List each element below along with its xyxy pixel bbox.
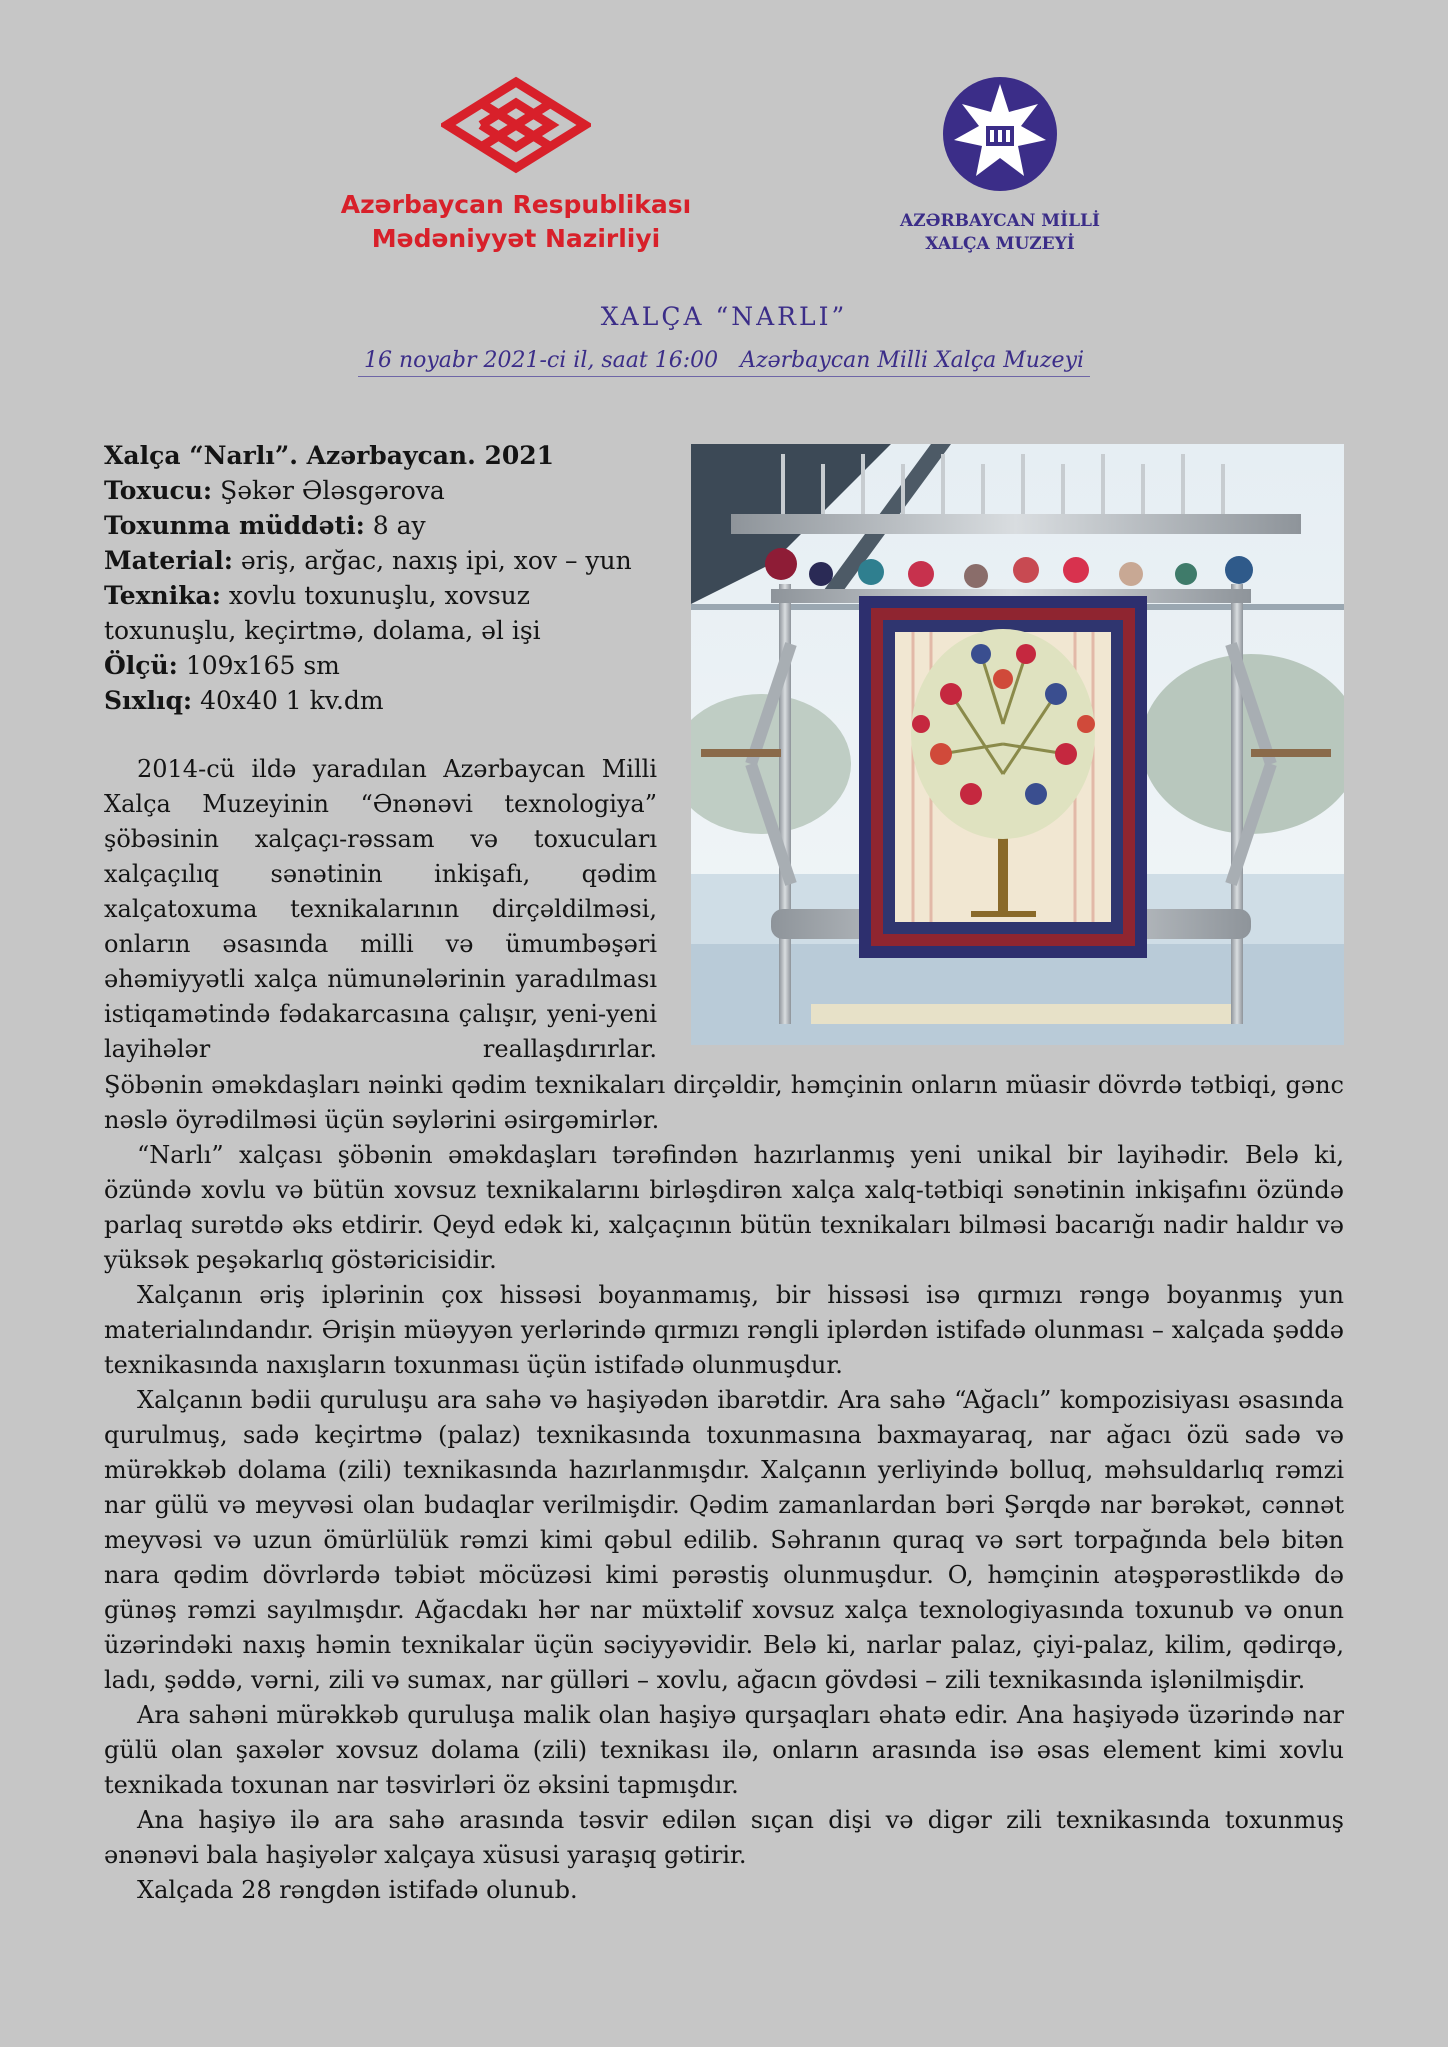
weaver-value: Şəkər Ələsgərova bbox=[220, 476, 445, 505]
subtitle-row bbox=[0, 348, 1448, 377]
paragraph-3: Xalçanın əriş iplərinin çox hissəsi boyanmamış, bir hissəsi isə qırmızı rəngə boyanmış yun materialındandır. Ərişin müəyyən yerlərində qırmızı rəngli iplərdən istifadə olunması – xalçada şəddə texnikasında naxışların toxunması üçün istifadə olunmuşdur. bbox=[104, 1281, 1344, 1379]
ministry-name-line1: Azərbaycan Respublikası bbox=[340, 190, 692, 219]
event-subtitle bbox=[358, 348, 1090, 377]
paragraph-4: Xalçanın bədii quruluşu ara sahə və haşiyədən ibarətdir. Ara sahə “Ağaclı” kompozisiyası əsasında qurulmuş, sadə keçirtmə (palaz) texnikasında toxunmasına baxmayaraq, nar ağacı özü sadə və mürəkkəb dolama (zili) texnikasında hazırlanmışdır. Xalçanın yerliyində bolluq, məhsuldarlıq rəmzi nar gülü və meyvəsi olan budaqlar verilmişdir. Qədim zamanlardan bəri Şərqdə nar bərəkət, cənnət meyvəsi və uzun ömürlülük rəmzi kimi qəbul edilib. Səhranın quraq və sərt torpağında belə bitən nara qədim dövrlərdə təbiət möcüzəsi kimi pərəstiş olunmuşdur. O, həmçinin atəşpərəstlikdə də günəş rəmzi sayılmışdır. Ağacdakı hər nar müxtəlif xovsuz xalça texnologiyasında toxunub və onun üzərindəki naxış həmin texnikalar üçün səciyyəvidir. Belə ki, narlar palaz, çiyi-palaz, kilim, qədirqə, ladı, şəddə, vərni, zili və sumax, nar gülləri – xovlu, ağacın gövdəsi – zili texnikasında işlənilmişdir. bbox=[104, 1386, 1344, 1694]
info-technique bbox=[104, 578, 664, 613]
material-label: Material: bbox=[104, 546, 233, 575]
info-density bbox=[104, 683, 664, 718]
technique-value-1: xovlu toxunuşlu, xovsuz bbox=[228, 581, 530, 610]
museum-name-line1: AZƏRBAYCAN MİLLİ bbox=[900, 211, 1100, 231]
technique-label: Texnika: bbox=[104, 581, 221, 610]
museum-logo bbox=[880, 76, 1120, 256]
info-size bbox=[104, 648, 664, 683]
event-place: Azərbaycan Milli Xalça Muzeyi bbox=[740, 348, 1085, 373]
density-label: Sıxlıq: bbox=[104, 686, 193, 715]
paragraph-2: “Narlı” xalçası şöbənin əməkdaşları tərəfindən hazırlanmış yeni unikal bir layihədir. Belə ki, özündə xovlu və bütün xovsuz texnikalarını birləşdirən xalça xalq-tətbiqi sənətinin inkişafını özündə parlaq surətdə əks etdirir. Qeyd edək ki, xalçaçının bütün texnikaları bilməsi bacarığı nadir haldır və yüksək peşəkarlıq göstəricisidir. bbox=[104, 1141, 1344, 1274]
paragraph-6: Ana haşiyə ilə ara sahə arasında təsvir edilən sıçan dişi və digər zili texnikasında toxunmuş ənənəvi bala haşiyələr xalçaya xüsusi yaraşıq gətirir. bbox=[104, 1806, 1344, 1869]
info-material bbox=[104, 543, 664, 578]
size-value: 109x165 sm bbox=[185, 651, 340, 680]
star-emblem-icon bbox=[942, 76, 1058, 192]
carpet-loom-photo bbox=[691, 444, 1344, 1045]
intro-paragraph bbox=[104, 752, 657, 1067]
duration-value: 8 ay bbox=[372, 511, 426, 540]
size-label: Ölçü: bbox=[104, 651, 178, 680]
knot-emblem-icon bbox=[441, 76, 591, 174]
info-heading: Xalça “Narlı”. Azərbaycan. 2021 bbox=[104, 441, 555, 470]
duration-label: Toxunma müddəti: bbox=[104, 511, 365, 540]
info-technique-cont: toxunuşlu, keçirtmə, dolama, əl işi bbox=[104, 616, 541, 645]
document-title: XALÇA “NARLI” bbox=[600, 302, 848, 331]
event-date: 16 noyabr 2021-ci il, saat 16:00 bbox=[363, 348, 719, 373]
info-duration bbox=[104, 508, 664, 543]
museum-name-line2: XALÇA MUZEYİ bbox=[925, 234, 1075, 254]
density-value: 40x40 1 kv.dm bbox=[200, 686, 384, 715]
paragraph-1-continued: Şöbənin əməkdaşları nəinki qədim texnikaları dirçəldir, həmçinin onların müasir dövrdə tətbiqi, gənc nəslə öyrədilməsi üçün səylərini əsirgəmirlər. bbox=[104, 1071, 1344, 1134]
material-value: əriş, arğac, naxış ipi, xov – yun bbox=[240, 546, 632, 575]
paragraph-1-narrow: 2014-cü ildə yaradılan Azərbaycan Milli Xalça Muzeyinin “Ənənəvi texnologiya” şöbəsinin xalçaçı-rəssam və toxucuları xalçaçılıq sənətinin inkişafı, qədim xalçatoxuma texnikalarının dirçəldilməsi, onların əsasında milli və ümumbəşəri əhəmiyyətli xalça nümunələrinin yaradılması istiqamətində fədakarcasına çalışır, yeni-yeni layihələr reallaşdırırlar. bbox=[104, 755, 657, 1063]
ministry-name-line2: Mədəniyyət Nazirliyi bbox=[371, 224, 661, 253]
weaver-label: Toxucu: bbox=[104, 476, 213, 505]
ministry-logo bbox=[336, 76, 696, 256]
carpet-info bbox=[104, 438, 664, 718]
paragraph-5: Ara sahəni mürəkkəb quruluşa malik olan haşiyə qurşaqları əhatə edir. Ana haşiyədə üzərində nar gülü olan şaxələr xovsuz dolama (zili) texnikası ilə, onların arasında isə əsas element kimi xovlu texnikada toxunan nar təsvirləri öz əksini tapmışdır. bbox=[104, 1701, 1344, 1799]
paragraph-7: Xalçada 28 rəngdən istifadə olunub. bbox=[137, 1876, 578, 1904]
body-text bbox=[104, 1068, 1344, 1908]
info-weaver bbox=[104, 473, 664, 508]
